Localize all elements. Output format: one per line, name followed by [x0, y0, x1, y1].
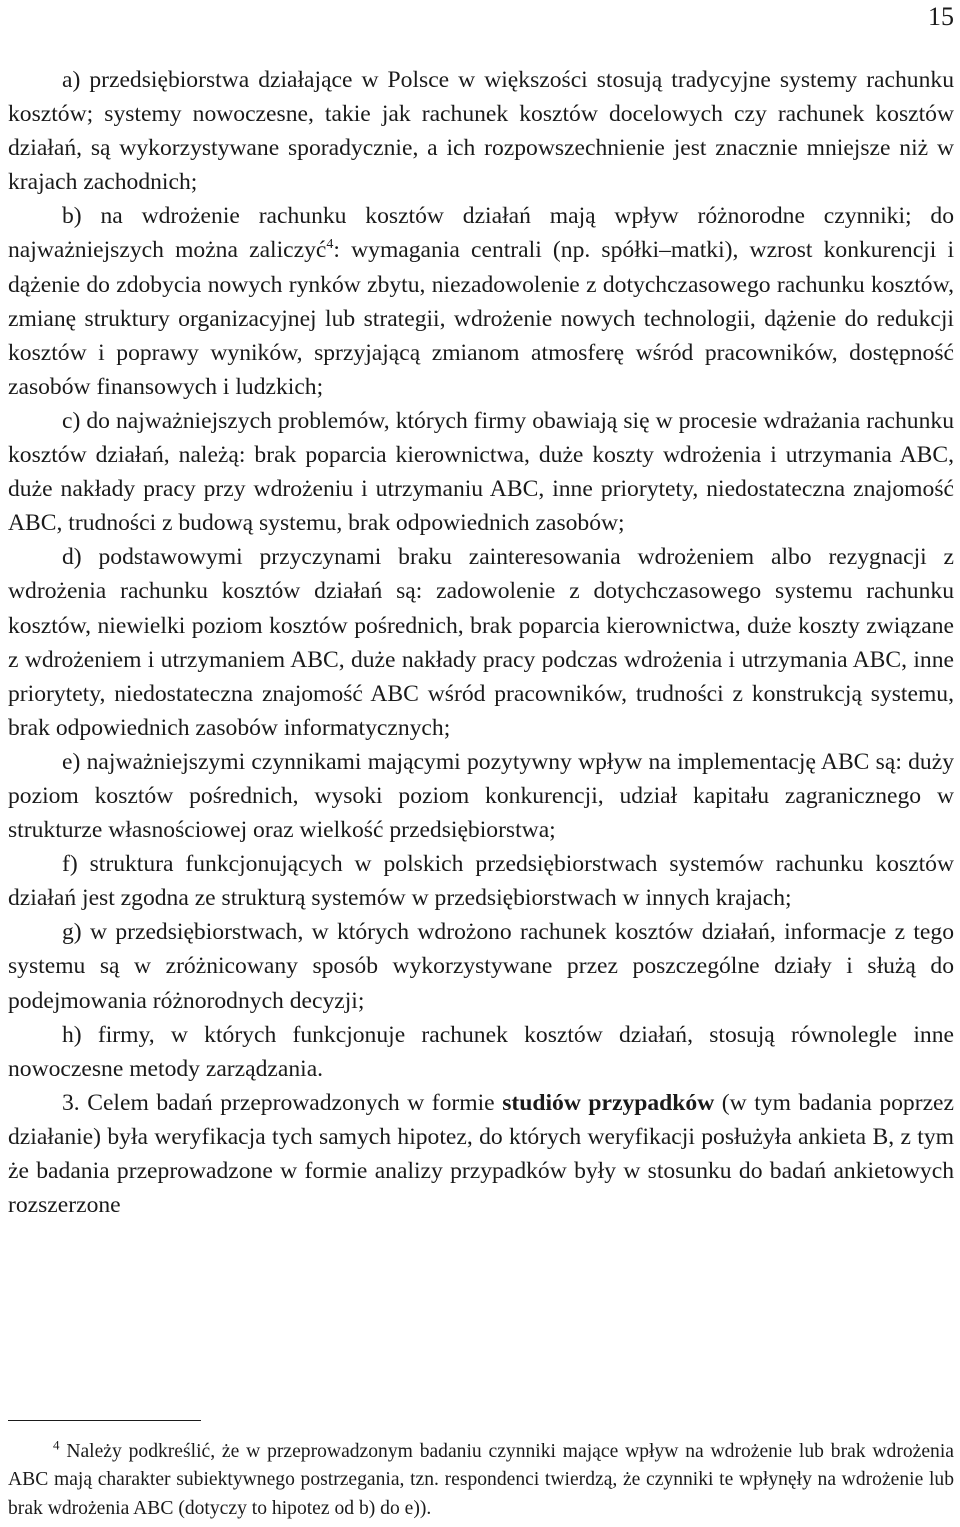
paragraph-3: [8, 1086, 954, 1222]
paragraph-f: f) struktura funkcjonujących w polskich przedsiębiorstwach systemów rachunku kosztów działań jest zgodna ze strukturą systemów w przedsiębiorstwach w innych krajach;: [8, 851, 954, 912]
paragraph-e: e) najważniejszymi czynnikami mającymi pozytywny wpływ na implementację ABC są: duży poziom kosztów pośrednich, wysoki poziom konkurencji, udział kapitału zagranicznego w strukturze własnościowej oraz wielkość przedsiębiorstwa;: [8, 748, 954, 844]
footnote: [8, 1438, 954, 1523]
paragraph-a: a) przedsiębiorstwa działające w Polsce w większości stosują tradycyjne systemy rachunku kosztów; systemy nowoczesne, takie jak rachunek kosztów docelowych czy rachunek kosztów działań, są wykorzystywane sporadycznie, a ich rozpowszechnienie jest znacznie mniejsze niż w krajach zachodnich;: [8, 67, 954, 196]
page-number: 15: [928, 2, 954, 31]
footnote-reference: 4: [326, 237, 334, 253]
paragraph-3-text-start: 3. Celem badań przeprowadzonych w formie: [62, 1089, 495, 1116]
paragraph-d: d) podstawowymi przyczynami braku zainteresowania wdrożeniem albo rezygnacji z wdrożenia rachunku kosztów działań są: zadowolenie z dotychczasowego systemu rachunku kosztów, niewielki poziom kosztów pośrednich, brak poparcia kierownictwa, duże koszty związane z wdrożeniem i utrzymaniem ABC, duże nakłady pracy podczas wdrożenia i utrzymania ABC, inne priorytety, niedostateczna znajomość ABC wśród pracowników, trudności z konstrukcją systemu, brak odpowiednich zasobów informatycznych;: [8, 544, 954, 741]
bold-term-case-studies: studiów przypadków: [502, 1089, 715, 1116]
body-text: [8, 63, 954, 1222]
footnote-separator: [8, 1420, 201, 1421]
paragraph-h: h) firmy, w których funkcjonuje rachunek kosztów działań, stosują równolegle inne nowoczesne metody zarządzania.: [8, 1021, 954, 1082]
paragraph-b-text-start: b) na wdrożenie rachunku kosztów działań mają wpływ różnorodne czynniki; do najważniejszych można zaliczyć: [8, 203, 954, 264]
paragraph-3-text-end: (w tym badania poprzez działanie) była weryfikacja tych samych hipotez, do których weryfikacji posłużyła ankieta B, z tym że badania przeprowadzone w formie analizy przypadków były w stosunku do badań ankietowych rozszerzone: [8, 1089, 954, 1219]
paragraph-g: g) w przedsiębiorstwach, w których wdrożono rachunek kosztów działań, informacje z tego systemu są w zróżnicowany sposób wykorzystywane przez poszczególne działy i służą do podejmowania różnorodnych decyzji;: [8, 919, 954, 1014]
paragraph-b-text-end: : wymagania centrali (np. spółki–matki), wzrost konkurencji i dążenie do zdobycia nowych rynków zbytu, niezadowolenie z dotychczasowego rachunku kosztów, zmianę struktury organizacyjnej lub strategii, wdrożenie nowych technologii, dążenie do redukcji kosztów i poprawy wyników, sprzyjającą zmianom atmosferę wśród pracowników, dostępność zasobów finansowych i ludzkich;: [8, 237, 955, 400]
paragraph-b: [8, 199, 954, 404]
paragraph-c: c) do najważniejszych problemów, których firmy obawiają się w procesie wdrażania rachunku kosztów działań, należą: brak poparcia kierownictwa, duże koszty wdrożenia i utrzymania ABC, duże nakłady pracy przy wdrożeniu i utrzymaniu ABC, inne priorytety, niedostateczna znajomość ABC, trudności z budową systemu, brak odpowiednich zasobów;: [8, 407, 954, 537]
footnote-marker: 4: [53, 1437, 60, 1453]
footnote-text: Należy podkreślić, że w przeprowadzonym badaniu czynniki mające wpływ na wdrożenie lub brak wdrożenia ABC mają charakter subiektywnego postrzegania, tzn. respondenci twierdzą, że czynniki te wpłynęły na wdrożenie lub brak wdrożenia ABC (dotyczy to hipotez od b) do e)).: [8, 1441, 954, 1519]
